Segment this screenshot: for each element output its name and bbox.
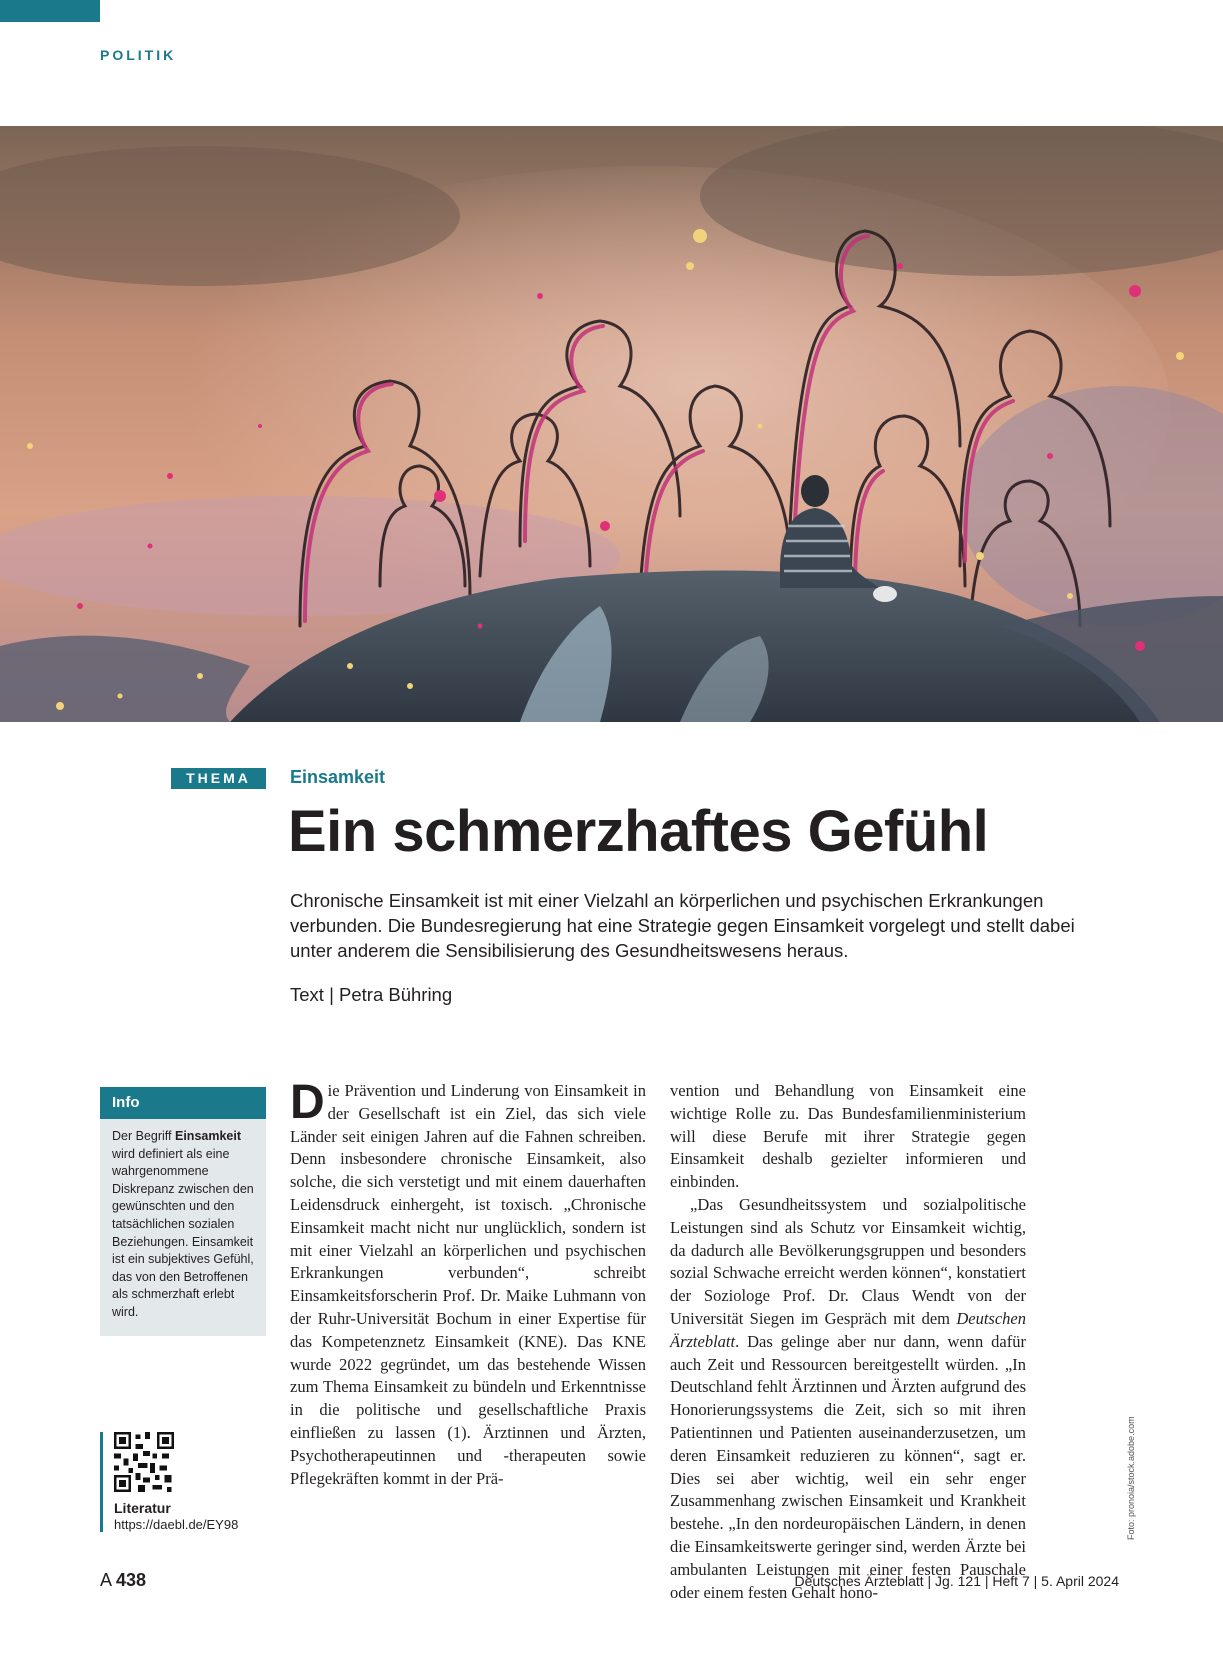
article-lead: Chronische Einsamkeit ist mit einer Vielzahl an körperlichen und psychischen Erkrankungen verbunden. Die Bundesregierung hat eine Strategie gegen Einsamkeit vorgelegt und stellt dabei unter anderem die Sensibilisierung des Gesundheitswesens heraus.	[290, 890, 1075, 961]
article-title: Ein schmerzhaftes Gefühl	[288, 799, 989, 864]
body-column-1	[290, 1076, 646, 1490]
hero-illustration-artwork	[0, 126, 1223, 722]
literature-title: Literatur	[114, 1500, 171, 1516]
body-text-3b: . Das gelinge aber nur dann, wenn dafür auch Zeit und Ressourcen bereitgestellt würden. „In Deutschland fehlt Ärztinnen und Ärzten aufgrund des Honorierungssystems die Zeit, sich so mit ihren Patientinnen und Patienten auseinanderzusetzen, um deren Einsamkeit reduzieren zu können“, sagt er. Dies sei aber wichtig, weil ein sehr enger Zusammenhang zwischen Einsamkeit und Krankheit bestehe. „In den nordeuropäischen Ländern, in denen die Einsamkeitswerte geringer sind, werden Ärzte bei ambulanten Leistungen mit einer festen Pauschale oder einem festen Gehalt hono-	[670, 1331, 1026, 1602]
hero-illustration	[0, 126, 1223, 722]
page-number	[100, 1570, 146, 1591]
drop-cap: D	[290, 1076, 325, 1129]
info-text-start: Der Begriff	[112, 1129, 175, 1143]
publication-name: Deutschen Ärzteblatt	[670, 1308, 1026, 1351]
body-column-2	[670, 1080, 1026, 1604]
body-text-1: ie Prävention und Linderung von Einsamkeit in der Gesellschaft ist ein Ziel, das sich viele Länder seit einigen Jahren auf die Fahnen schreiben. Denn insbesondere chronische Einsamkeit, also solche, die sich verstetigt und mit einem dauerhaften Leidensdruck einhergeht, ist toxisch. „Chronische Einsamkeit macht nicht nur unglücklich, sondern ist mit einer Vielzahl an körperlichen und psychischen Erkrankungen verbunden“, schreibt Einsamkeitsforscherin Prof. Dr. Maike Luhmann von der Ruhr-Universität Bochum in einer Expertise für das Kompetenznetz Einsamkeit (KNE). Das KNE wurde 2022 gegründet, um das bestehende Wissen zum Thema Einsamkeit zu bündeln und Erkenntnisse in die politische und gesellschaftliche Praxis einfließen zu lassen (1). Ärztinnen und Ärzten, Psychotherapeutinnen und -therapeuten sowie Pflegekräften kommt in der Prä-	[290, 1081, 646, 1488]
article-kicker: Einsamkeit	[290, 767, 386, 787]
body-paragraph-1	[290, 1076, 646, 1490]
literature-reference	[114, 1432, 284, 1532]
literature-accent-bar	[100, 1432, 103, 1532]
literature-link[interactable]: https://daebl.de/EY98	[114, 1517, 239, 1532]
info-term: Einsamkeit	[175, 1129, 242, 1143]
body-paragraph-2: vention und Behandlung von Einsamkeit eine wichtige Rolle zu. Das Bundesfamilienministerium will diese Berufe mit ihrer Strategie gegen Einsamkeit deshalb gezielter informieren und einbinden.	[670, 1081, 1026, 1192]
qr-code-icon[interactable]	[114, 1432, 174, 1492]
info-box	[100, 1087, 266, 1336]
page-number-value: 438	[116, 1570, 147, 1590]
body-text-3a: „Das Gesundheitssystem und sozialpolitische Leistungen sind als Schutz vor Einsamkeit wichtig, da dadurch alle Bevölkerungsgruppen und besonders sozial Schwache erreicht werden können“, konstatiert der Soziologe Prof. Dr. Claus Wendt von der Universität Siegen im Gespräch mit dem	[670, 1194, 1026, 1328]
info-text-end: wird definiert als eine wahrgenommene Diskrepanz zwischen den gewünschten und den tatsächlichen sozialen Beziehungen. Einsamkeit ist ein subjektives Gefühl, das von den Betroffenen als schmerzhaft erlebt wird.	[112, 1146, 254, 1319]
section-color-bar	[0, 0, 100, 22]
info-box-title: Info	[100, 1087, 266, 1119]
body-paragraph-3	[670, 1194, 1026, 1604]
article-byline: Text | Petra Bühring	[290, 984, 453, 1005]
section-label: POLITIK	[100, 47, 177, 63]
info-box-text	[100, 1119, 266, 1336]
photo-credit: Foto: pronoia/stock.adobe.com	[1126, 1416, 1136, 1540]
page-prefix: A	[100, 1570, 112, 1590]
publication-info: Deutsches Ärzteblatt | Jg. 121 | Heft 7 | 5. April 2024	[794, 1573, 1119, 1589]
topic-badge: THEMA	[171, 768, 266, 789]
